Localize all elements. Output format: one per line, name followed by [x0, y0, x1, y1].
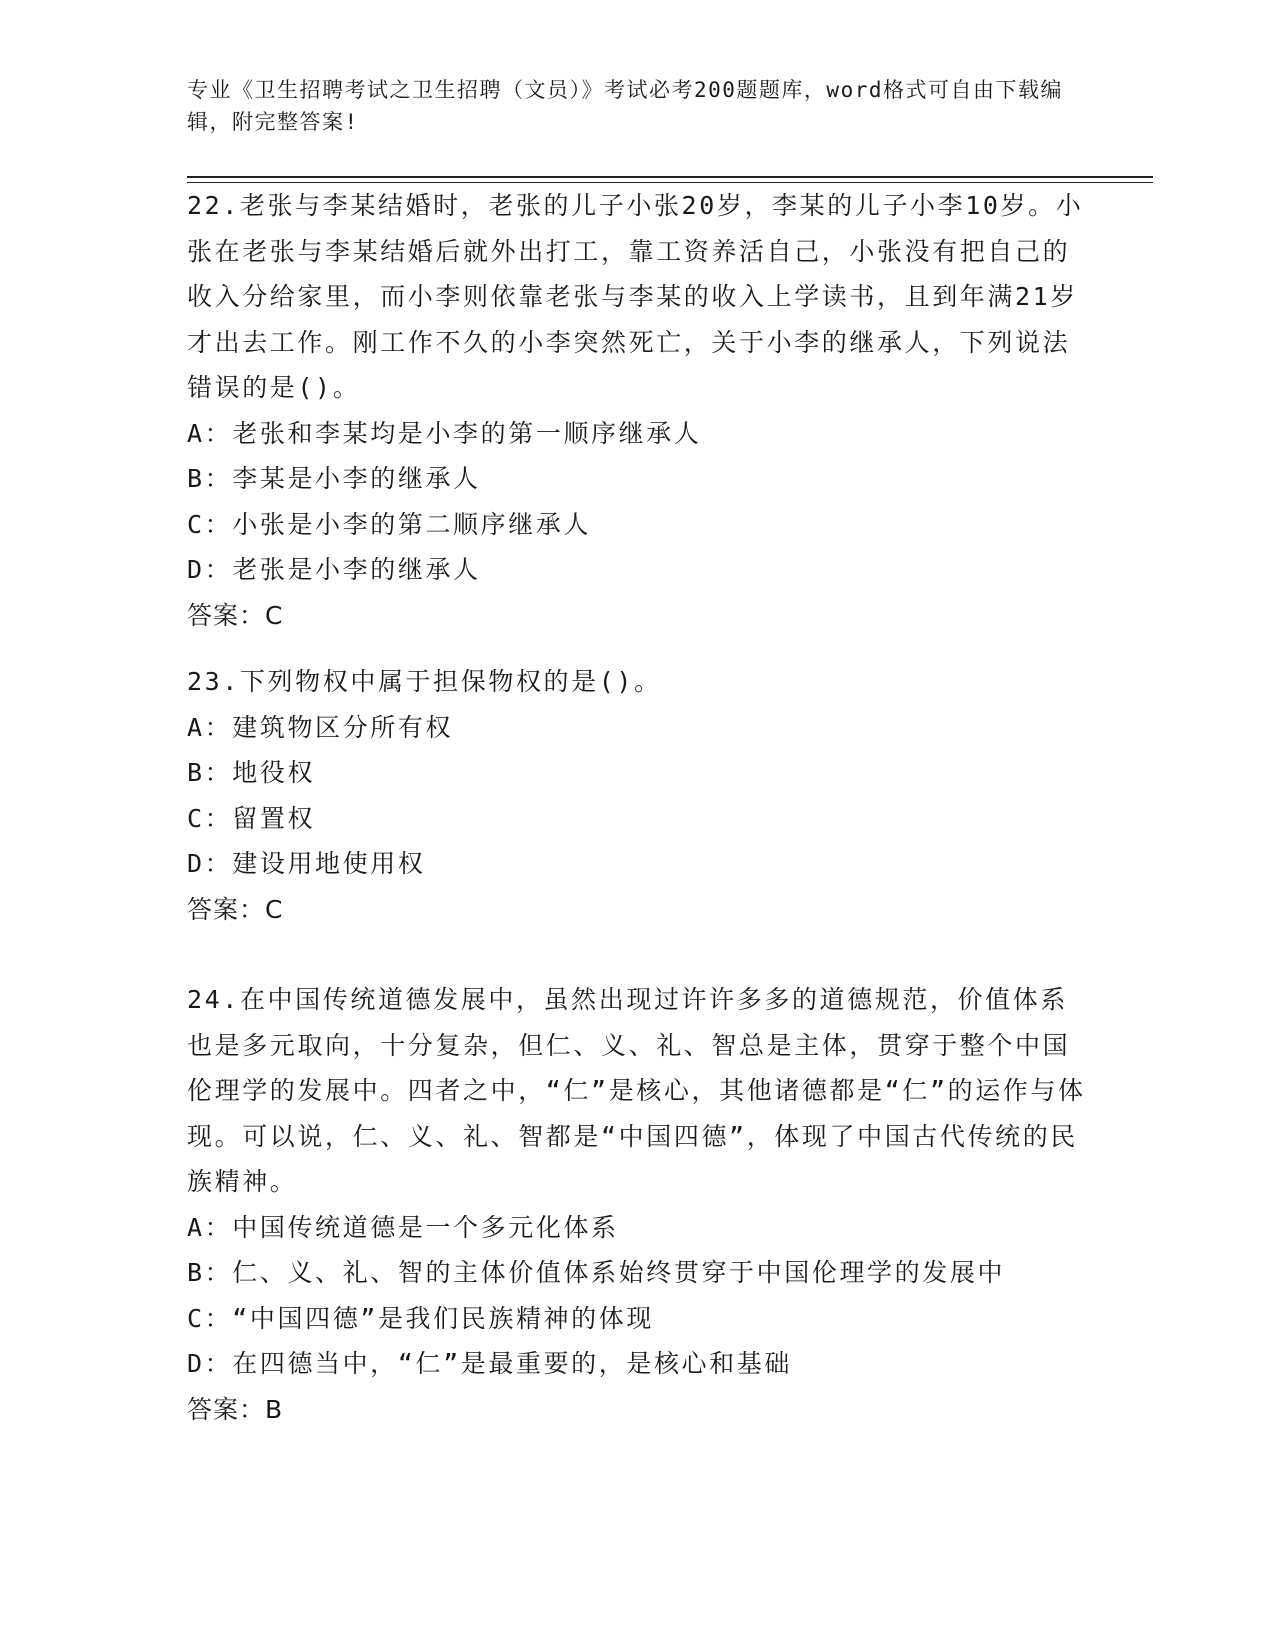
option-a: A：建筑物区分所有权	[187, 712, 454, 742]
option-d: D：老张是小李的继承人	[187, 555, 481, 584]
option-a: A：老张和李某均是小李的第一顺序继承人	[187, 418, 702, 448]
option-b: B：李某是小李的继承人	[187, 464, 481, 493]
option-b: B：地役权	[187, 758, 316, 787]
option-a: A：中国传统道德是一个多元化体系	[187, 1212, 619, 1242]
answer: 答案：C	[187, 600, 284, 630]
question-stem: 22.老张与李某结婚时，老张的儿子小张20岁，李某的儿子小李10岁。小张在老张与李某结婚后就外出打工，靠工资养活自己，小张没有把自己的收入分给家里，而小李则依靠老张与李某的收入上学读书，且到年满21岁才出去工作。刚工作不久的小李突然死亡，关于小李的继承人，下列说法错误的是()。	[187, 191, 1084, 402]
option-d: D：在四德当中，“仁”是最重要的，是核心和基础	[187, 1349, 792, 1378]
header-divider-thick	[187, 176, 1153, 178]
question-stem: 23.下列物权中属于担保物权的是()。	[187, 667, 662, 696]
answer: 答案：C	[187, 894, 284, 924]
option-c: C：小张是小李的第二顺序继承人	[187, 509, 592, 539]
question-22	[187, 183, 1087, 638]
option-c: C：留置权	[187, 803, 316, 833]
option-d: D：建设用地使用权	[187, 849, 426, 878]
question-stem: 24.在中国传统道德发展中，虽然出现过许许多多的道德规范，价值体系也是多元取向，十分复杂，但仁、义、礼、智总是主体，贯穿于整个中国伦理学的发展中。四者之中，“仁”是核心，其他诸德都是“仁”的运作与体现。可以说，仁、义、礼、智都是“中国四德”，体现了中国古代传统的民族精神。	[187, 985, 1086, 1196]
question-23	[187, 659, 1087, 932]
option-c: C：“中国四德”是我们民族精神的体现	[187, 1303, 654, 1333]
document-header: 专业《卫生招聘考试之卫生招聘（文员）》考试必考200题题库，word格式可自由下载编辑，附完整答案!	[187, 78, 1063, 134]
answer: 答案：B	[187, 1394, 284, 1424]
option-b: B：仁、义、礼、智的主体价值体系始终贯穿于中国伦理学的发展中	[187, 1258, 1006, 1287]
question-24	[187, 977, 1087, 1432]
